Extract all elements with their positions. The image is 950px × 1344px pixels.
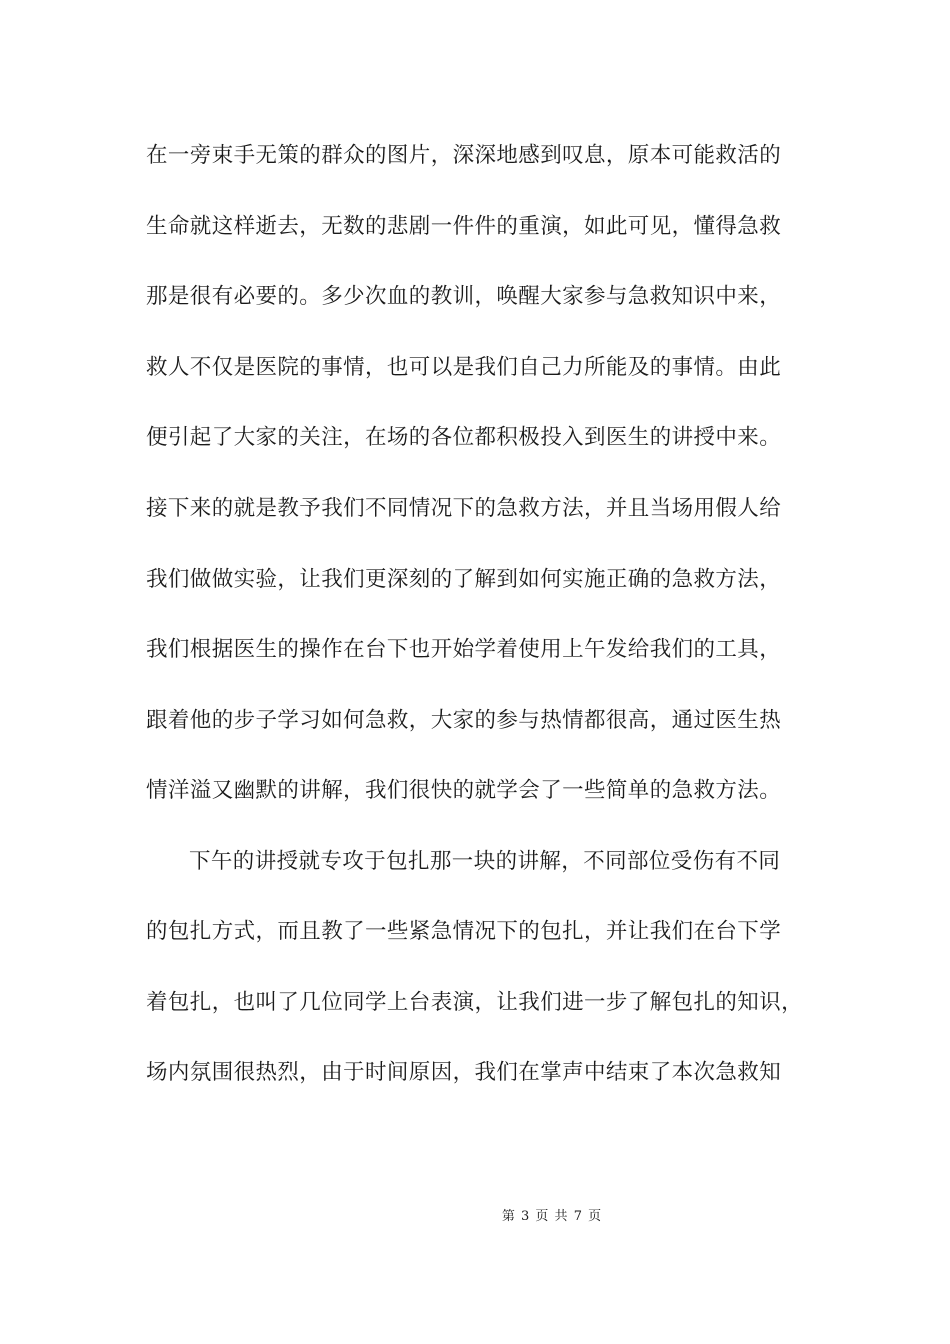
paragraph-line-10: 情洋溢又幽默的讲解，我们很快的就学会了一些简单的急救方法。 — [146, 778, 782, 803]
paragraph-line-4: 救人不仅是医院的事情，也可以是我们自己力所能及的事情。由此 — [146, 355, 782, 380]
page-number: 第 3 页 共 7 页 — [501, 1209, 603, 1224]
paragraph-line-2: 生命就这样逝去，无数的悲剧一件件的重演，如此可见，懂得急救 — [146, 214, 782, 239]
paragraph-line-11: 下午的讲授就专攻于包扎那一块的讲解，不同部位受伤有不同 — [189, 849, 781, 874]
page-footer — [0, 1208, 950, 1226]
paragraph-line-13: 着包扎，也叫了几位同学上台表演，让我们进一步了解包扎的知识， — [146, 990, 804, 1015]
paragraph-line-12: 的包扎方式，而且教了一些紧急情况下的包扎，并让我们在台下学 — [146, 919, 782, 944]
paragraph-line-6: 接下来的就是教予我们不同情况下的急救方法，并且当场用假人给 — [146, 496, 782, 521]
paragraph-line-3: 那是很有必要的。多少次血的教训，唤醒大家参与急救知识中来， — [146, 284, 782, 309]
paragraph-line-7: 我们做做实验，让我们更深刻的了解到如何实施正确的急救方法， — [146, 567, 782, 592]
paragraph-line-9: 跟着他的步子学习如何急救，大家的参与热情都很高，通过医生热 — [146, 708, 782, 733]
paragraph-line-1: 在一旁束手无策的群众的图片，深深地感到叹息，原本可能救活的 — [146, 143, 782, 168]
paragraph-line-8: 我们根据医生的操作在台下也开始学着使用上午发给我们的工具， — [146, 637, 782, 662]
paragraph-line-14: 场内氛围很热烈，由于时间原因，我们在掌声中结束了本次急救知 — [146, 1060, 782, 1085]
paragraph-line-5: 便引起了大家的关注，在场的各位都积极投入到医生的讲授中来。 — [146, 425, 782, 450]
